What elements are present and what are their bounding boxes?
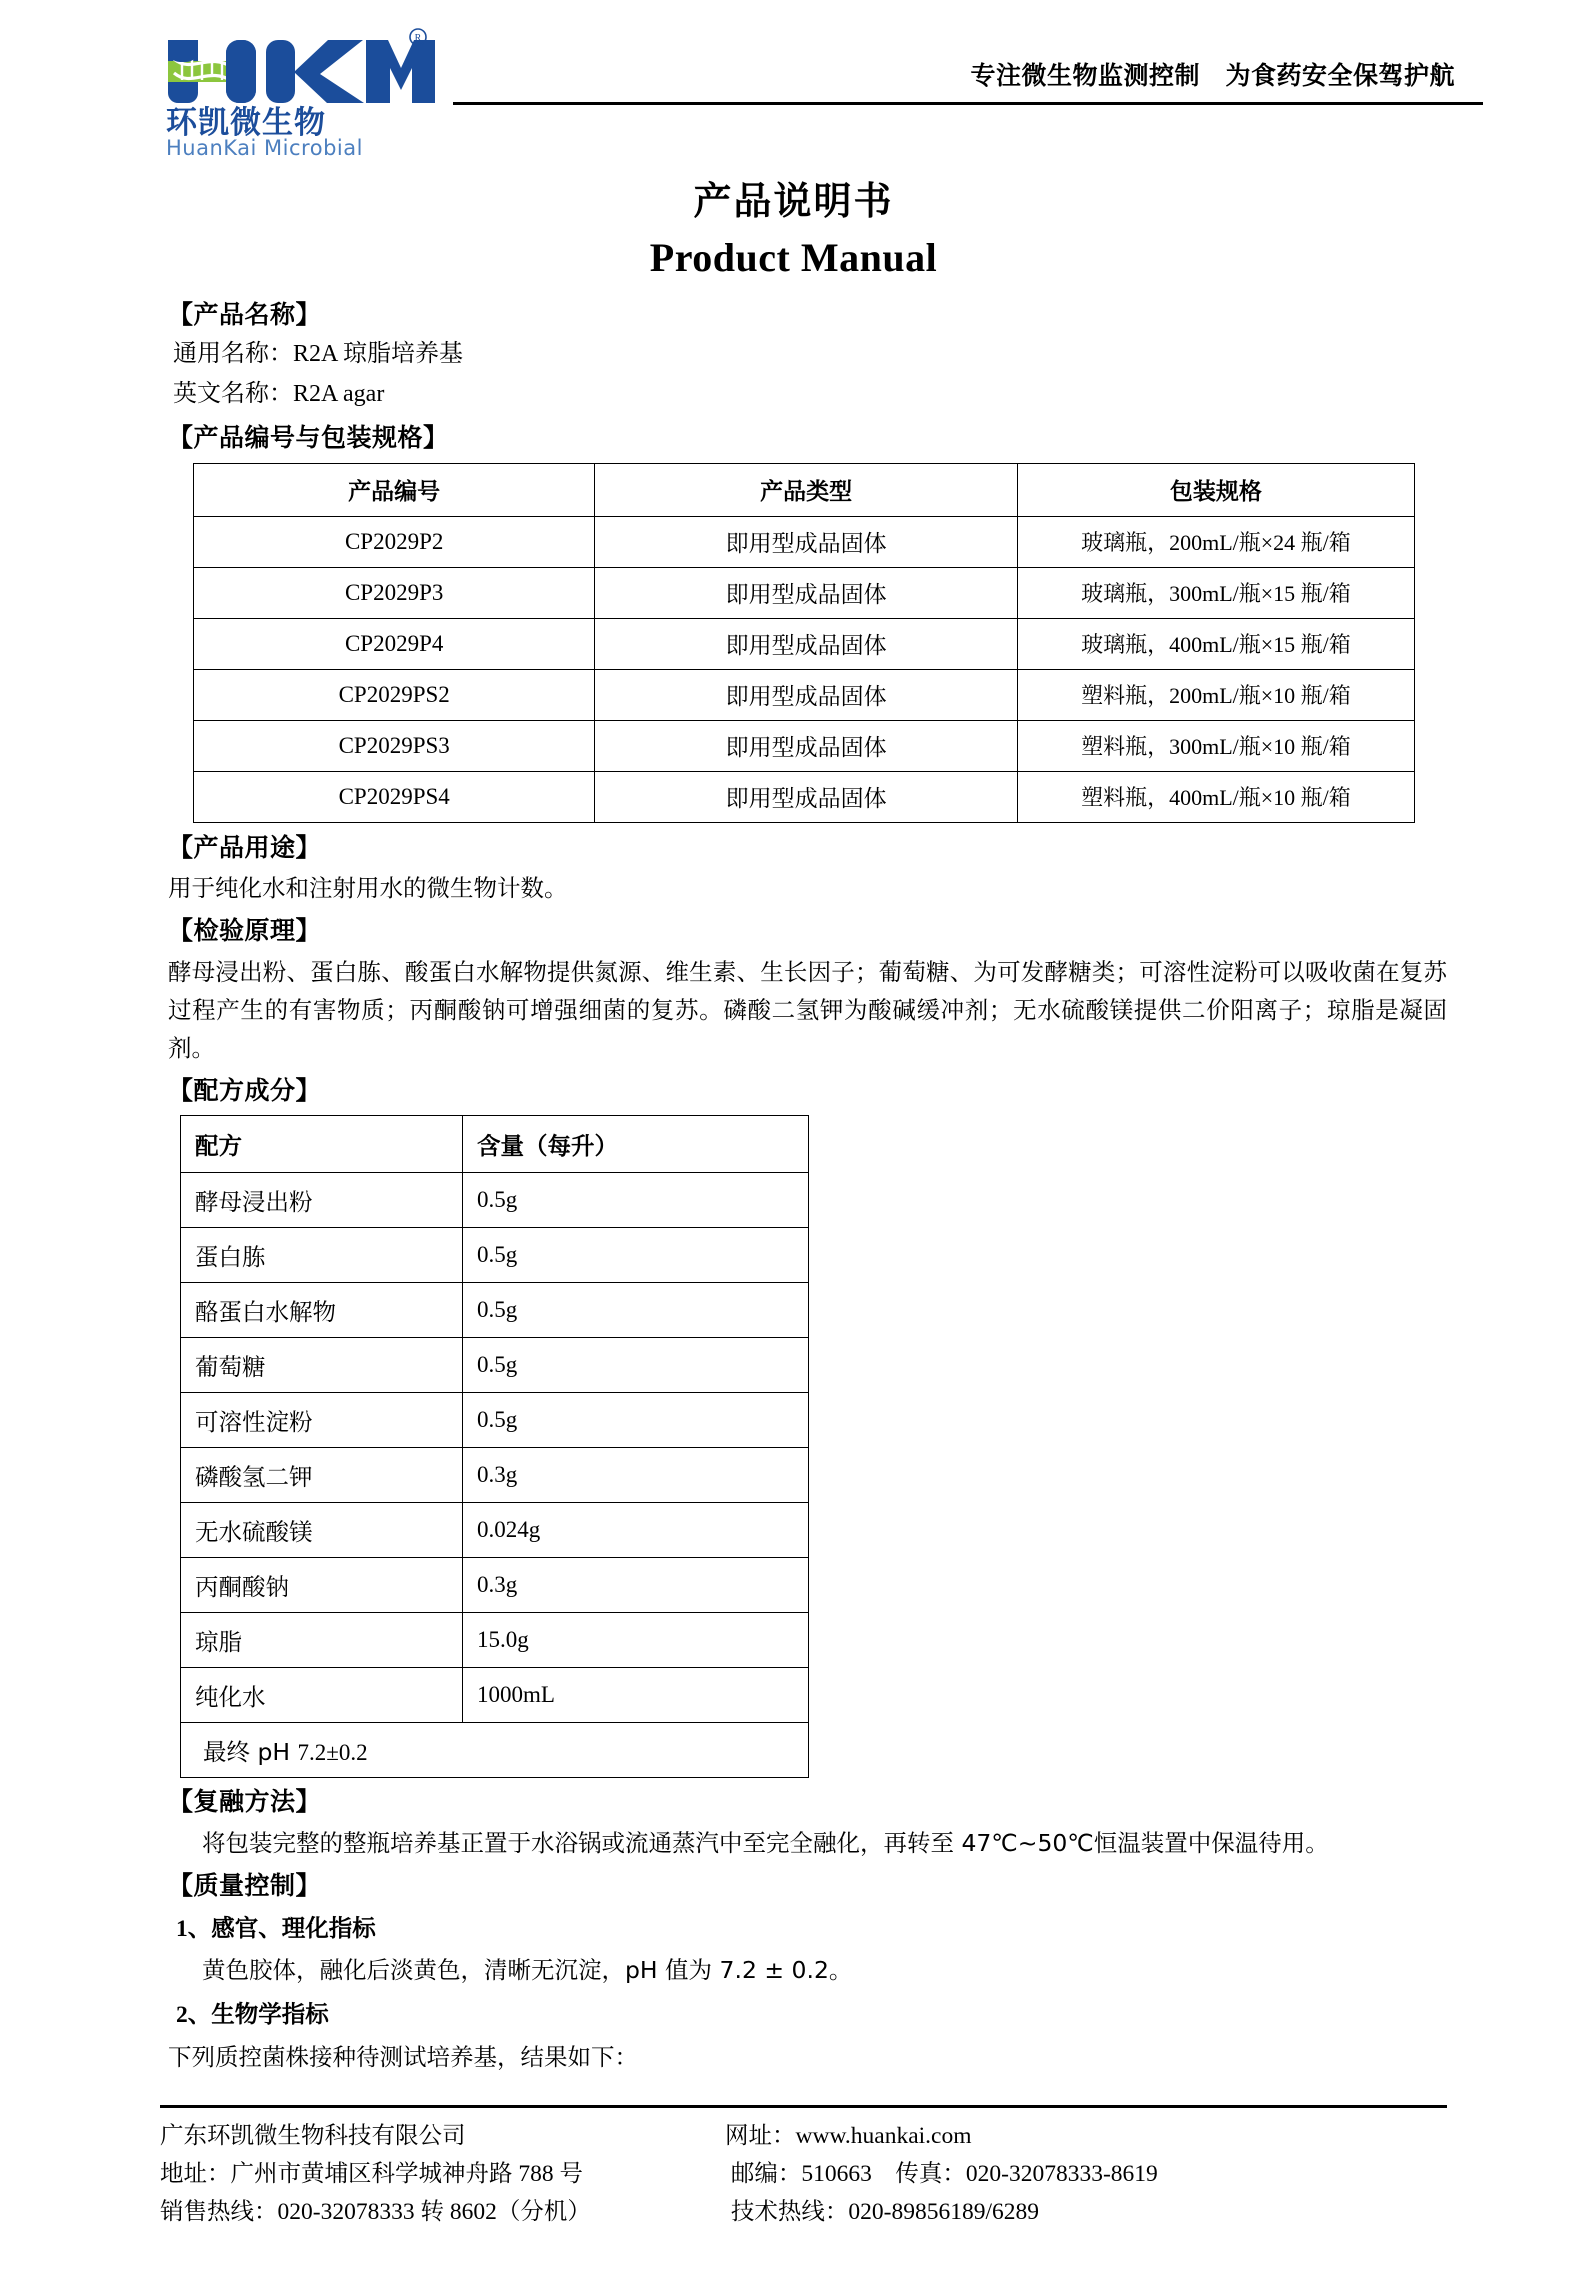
cell-pack [1017,618,1414,669]
generic-name-label: 通用名称： [173,341,293,367]
table-row [181,1613,809,1668]
cell-ingredient: 葡萄糖 [181,1338,463,1393]
cell-amount: 0.5g [463,1393,809,1448]
page-header [160,28,1455,170]
product-codes-table [193,463,1415,823]
table-row-ph [181,1723,809,1778]
footer-right-column [725,2117,1447,2231]
pack-prefix: 塑料瓶， [1081,735,1170,761]
table-row [194,567,1415,618]
usage-text: 用于纯化水和注射用水的微生物计数。 [168,874,568,903]
col-header-amount: 含量（每升） [463,1116,809,1173]
section-heading-principle: 【检验原理】 [168,916,322,946]
company-slogan: 专注微生物监测控制 为食药安全保驾护航 [970,61,1455,90]
page-title-en: Product Manual [649,234,938,280]
english-name-value: R2A agar [293,380,385,407]
cell-pack [1017,720,1414,771]
document-content [168,296,1447,2079]
footer-postal-fax: 邮编：510663 传真：020-32078333-8619 [725,2160,1158,2187]
cell-amount: 0.5g [463,1173,809,1228]
footer-left-column [160,2117,725,2231]
cell-amount: 1000mL [463,1668,809,1723]
cell-type: 即用型成品固体 [595,516,1017,567]
cell-amount: 0.3g [463,1448,809,1503]
quality-item-1-text: 黄色胶体，融化后淡黄色，清晰无沉淀，pH 值为 7.2 ± 0.2。 [202,1956,853,1985]
final-ph-label: 最终 pH [203,1738,291,1767]
quality-item-2-title: 生物学指标 [211,2000,329,2029]
cell-type: 即用型成品固体 [595,618,1017,669]
company-logo [160,28,435,158]
remelt-text: 将包装完整的整瓶培养基正置于水浴锅或流通蒸汽中至完全融化，再转至 47℃~50℃恒温装置中保温待用。 [202,1828,1329,1857]
cell-code: CP2029PS3 [194,720,595,771]
quality-item-1-number: 1、 [176,1915,212,1942]
cell-amount: 0.024g [463,1503,809,1558]
table-header-row [194,463,1415,516]
header-divider [453,102,1483,105]
cell-pack [1017,567,1414,618]
cell-type: 即用型成品固体 [595,669,1017,720]
pack-spec: 400mL/瓶×10 瓶/箱 [1169,785,1351,811]
english-name-label: 英文名称： [173,380,293,407]
table-row [181,1338,809,1393]
pack-prefix: 塑料瓶， [1081,684,1170,710]
pack-prefix: 玻璃瓶， [1081,531,1170,557]
footer-website: 网址：www.huankai.com [725,2122,972,2149]
col-header-type: 产品类型 [595,463,1017,516]
quality-item-2-text: 下列质控菌株接种待测试培养基，结果如下： [168,2043,638,2072]
page-title-cn: 产品说明书 [693,179,894,223]
generic-name-value: R2A 琼脂培养基 [293,341,464,367]
cell-pack [1017,771,1414,822]
principle-text: 酵母浸出粉、蛋白胨、酸蛋白水解物提供氮源、维生素、生长因子；葡萄糖、为可发酵糖类；可溶性淀粉可以吸收菌在复苏过程产生的有害物质；丙酮酸钠可增强细菌的复苏。磷酸二氢钾为酸碱缓冲剂；无水硫酸镁提供二价阳离子；琼脂是凝固剂。 [168,957,1447,1062]
cell-ingredient: 酵母浸出粉 [181,1173,463,1228]
table-row [194,618,1415,669]
cell-ingredient: 蛋白胨 [181,1228,463,1283]
cell-type: 即用型成品固体 [595,567,1017,618]
product-manual-page [0,28,1587,2273]
table-row [194,516,1415,567]
footer-sales-hotline: 销售热线：020-32078333 转 8602（分机） [160,2198,591,2225]
svg-text:HuanKai Microbial: HuanKai Microbial [166,136,363,158]
pack-spec: 300mL/瓶×10 瓶/箱 [1169,734,1351,760]
col-header-ingredient: 配方 [181,1116,463,1173]
cell-ingredient: 纯化水 [181,1668,463,1723]
generic-name-line [173,335,1447,375]
footer-tech-hotline: 技术热线：020-89856189/6289 [725,2198,1039,2225]
cell-ingredient: 丙酮酸钠 [181,1558,463,1613]
cell-pack [1017,669,1414,720]
table-row [181,1668,809,1723]
svg-text:R: R [414,33,422,44]
footer-divider [160,2105,1447,2108]
cell-code: CP2029P3 [194,567,595,618]
header-right [435,28,1455,170]
pack-prefix: 玻璃瓶， [1081,633,1170,659]
quality-item-1-heading [176,1909,1447,1950]
table-row [181,1393,809,1448]
table-row [194,771,1415,822]
table-row [181,1283,809,1338]
quality-item-2-number: 2、 [176,2002,212,2029]
section-heading-codes: 【产品编号与包装规格】 [168,423,449,453]
table-row [181,1503,809,1558]
english-name-line [173,375,1447,415]
cell-final-ph [181,1723,809,1778]
cell-code: CP2029PS2 [194,669,595,720]
section-heading-usage: 【产品用途】 [168,832,322,862]
pack-spec: 300mL/瓶×15 瓶/箱 [1169,581,1351,607]
table-row [181,1228,809,1283]
table-row [194,720,1415,771]
cell-amount: 0.5g [463,1338,809,1393]
section-heading-formula: 【配方成分】 [168,1075,322,1105]
footer-columns [160,2117,1447,2231]
cell-amount: 0.5g [463,1228,809,1283]
pack-spec: 400mL/瓶×15 瓶/箱 [1169,632,1351,658]
svg-text:环凯微生物: 环凯微生物 [166,105,326,141]
section-heading-quality: 【质量控制】 [168,1871,322,1900]
table-row [194,669,1415,720]
pack-prefix: 玻璃瓶， [1081,582,1170,608]
cell-code: CP2029P2 [194,516,595,567]
pack-prefix: 塑料瓶， [1081,786,1170,812]
table-row [181,1448,809,1503]
section-heading-remelt: 【复融方法】 [168,1787,322,1817]
cell-type: 即用型成品固体 [595,720,1017,771]
table-row [181,1173,809,1228]
quality-item-2-heading [176,1995,1447,2036]
cell-ingredient: 无水硫酸镁 [181,1503,463,1558]
formula-table [180,1115,809,1778]
footer-address: 地址：广州市黄埔区科学城神舟路 788 号 [160,2160,583,2187]
cell-amount: 0.5g [463,1283,809,1338]
cell-ingredient: 磷酸氢二钾 [181,1448,463,1503]
hkm-logo-icon [160,28,435,158]
cell-amount: 0.3g [463,1558,809,1613]
table-header-row [181,1116,809,1173]
col-header-code: 产品编号 [194,463,595,516]
cell-ingredient: 琼脂 [181,1613,463,1668]
cell-code: CP2029P4 [194,618,595,669]
pack-spec: 200mL/瓶×24 瓶/箱 [1169,530,1351,556]
table-row [181,1558,809,1613]
pack-spec: 200mL/瓶×10 瓶/箱 [1169,683,1351,709]
cell-amount: 15.0g [463,1613,809,1668]
cell-ingredient: 可溶性淀粉 [181,1393,463,1448]
cell-type: 即用型成品固体 [595,771,1017,822]
col-header-pack: 包装规格 [1017,463,1414,516]
cell-code: CP2029PS4 [194,771,595,822]
final-ph-value: 7.2±0.2 [297,1740,368,1766]
cell-pack [1017,516,1414,567]
cell-ingredient: 酪蛋白水解物 [181,1283,463,1338]
page-footer [160,2105,1447,2231]
quality-item-1-title: 感官、理化指标 [211,1913,376,1942]
section-heading-product-name: 【产品名称】 [168,299,322,329]
footer-company: 广东环凯微生物科技有限公司 [160,2122,466,2149]
